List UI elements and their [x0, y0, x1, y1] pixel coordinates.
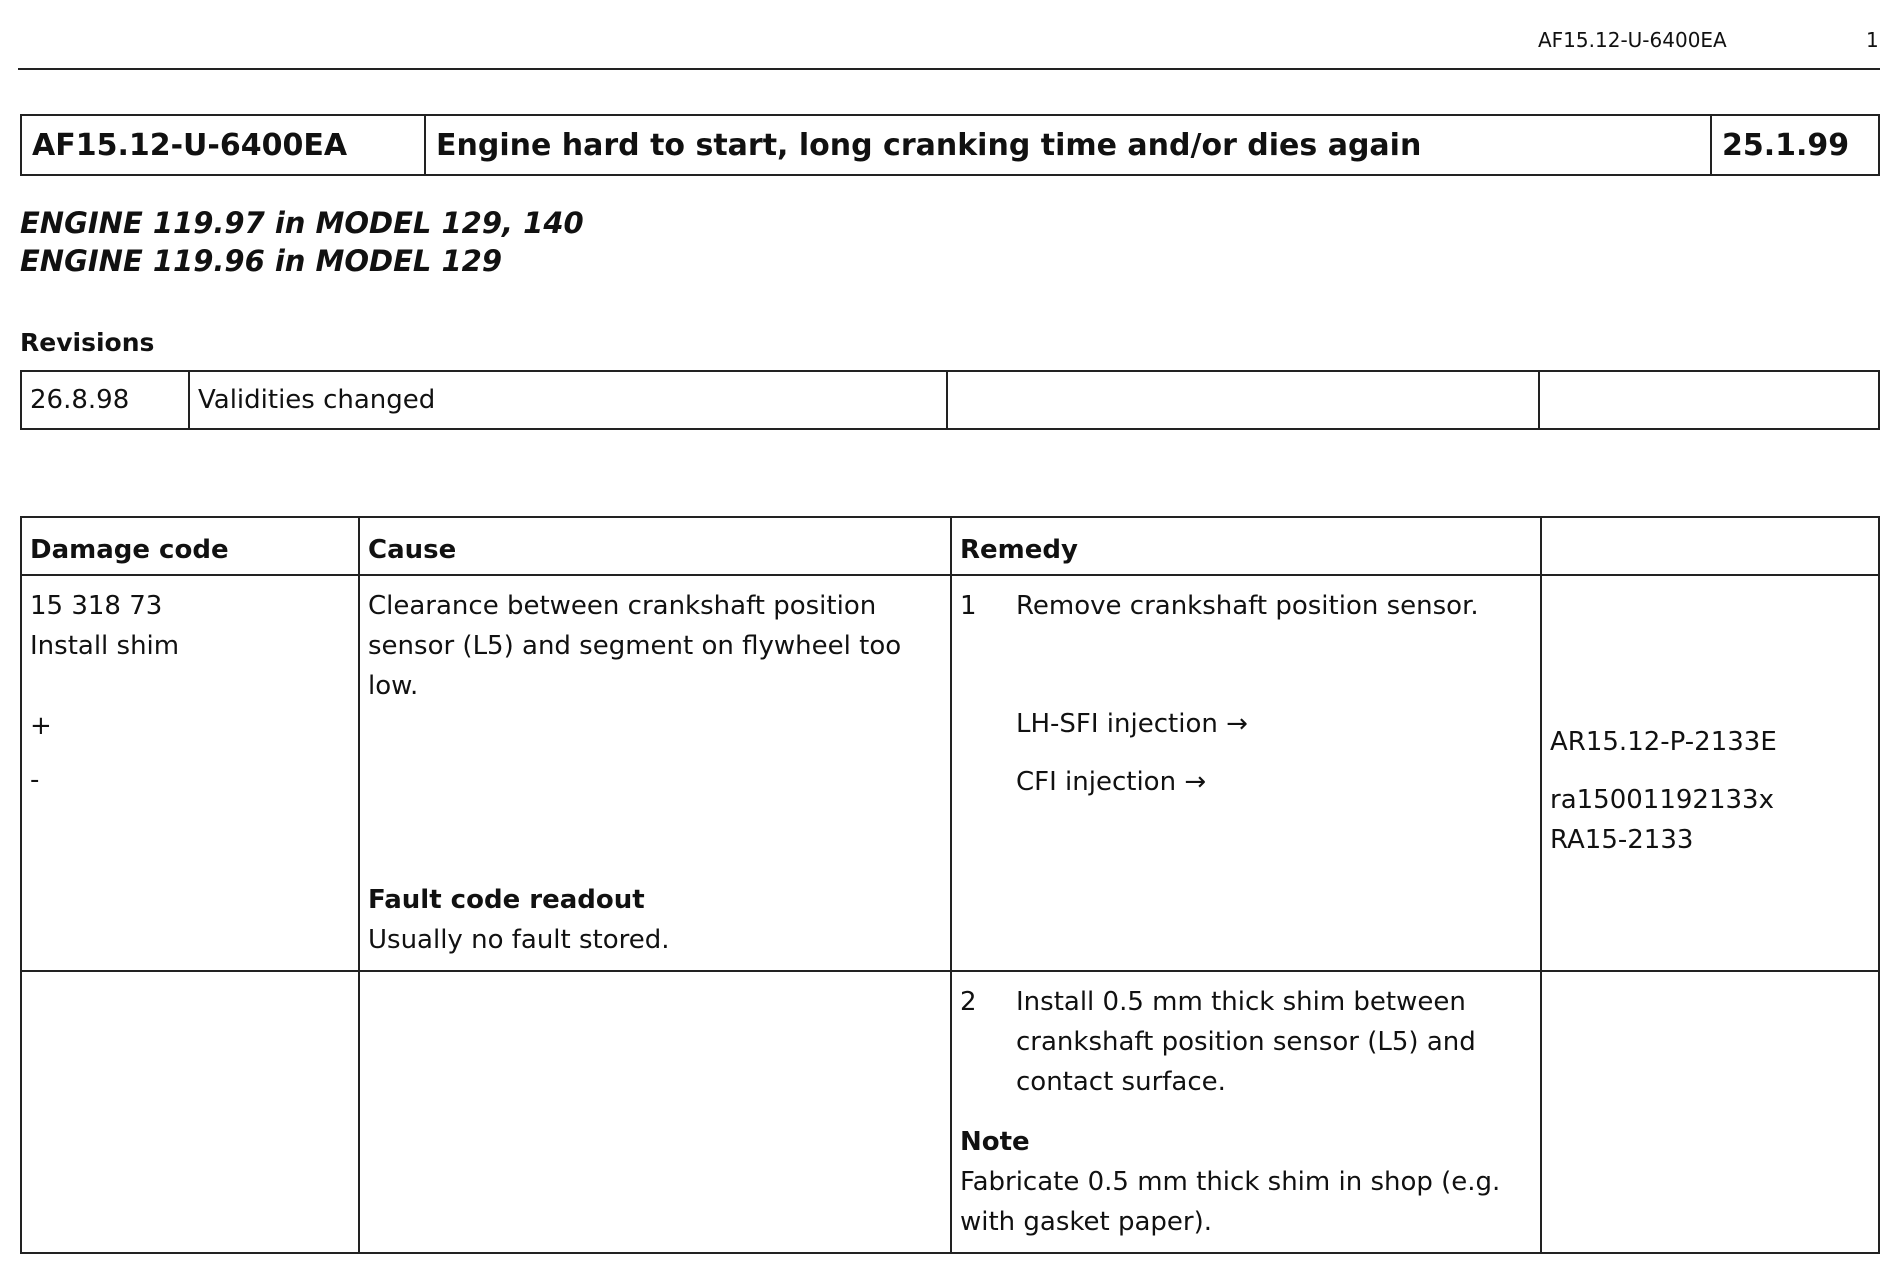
step-number: 1: [960, 591, 977, 621]
fault-readout-text: Usually no fault stored.: [368, 925, 670, 955]
step-number: 2: [960, 987, 977, 1017]
lh-sfi-reference: AR15.12-P-2133E: [1550, 727, 1777, 757]
note-text: Fabricate 0.5 mm thick shim in shop (e.g. with gasket paper).: [960, 1167, 1501, 1237]
damage-text: Install shim: [30, 631, 180, 661]
revision-text: Validities changed: [189, 371, 947, 429]
header-cause: Cause: [359, 517, 951, 575]
header-divider: [18, 68, 1880, 70]
damage-code-cell: [21, 971, 359, 1253]
header-page-number: 1: [1866, 28, 1879, 52]
step-text: Install 0.5 mm thick shim between crankshaft position sensor (L5) and contact surface.: [1016, 987, 1476, 1097]
remedy-step: [960, 586, 1532, 626]
title-date: 25.1.99: [1711, 115, 1879, 175]
revision-empty-cell: [1539, 371, 1879, 429]
header-remedy: Remedy: [951, 517, 1541, 575]
step-text: Remove crankshaft position sensor.: [1016, 591, 1479, 621]
table-row: [21, 971, 1879, 1253]
reference-cell: [1541, 575, 1879, 971]
revisions-table: [20, 370, 1880, 430]
revision-row: [21, 371, 1879, 429]
revision-date: 26.8.98: [21, 371, 189, 429]
model-line-1: ENGINE 119.97 in MODEL 129, 140: [20, 206, 584, 240]
lh-sfi-injection-link: LH-SFI injection →: [1016, 709, 1248, 739]
cause-cell: [359, 971, 951, 1253]
header-doc-code: AF15.12-U-6400EA: [1538, 28, 1727, 52]
model-line-2: ENGINE 119.96 in MODEL 129: [20, 244, 503, 278]
damage-code: 15 318 73: [30, 591, 163, 621]
fault-readout-title: Fault code readout: [368, 885, 645, 915]
title-description: Engine hard to start, long cranking time and/or dies again: [425, 115, 1711, 175]
title-table: [20, 114, 1880, 176]
cfi-injection-link: CFI injection →: [1016, 767, 1207, 797]
table-row: [21, 575, 1879, 971]
remedy-step: [960, 982, 1532, 1102]
remedy-cell: [951, 575, 1541, 971]
cause-cell: [359, 575, 951, 971]
cfi-reference-2: RA15-2133: [1550, 825, 1694, 855]
plus-marker: +: [30, 711, 52, 741]
header-reference: [1541, 517, 1879, 575]
remedy-cell: [951, 971, 1541, 1253]
minus-marker: -: [30, 765, 40, 795]
title-code: AF15.12-U-6400EA: [21, 115, 425, 175]
damage-code-cell: [21, 575, 359, 971]
revision-empty-cell: [947, 371, 1539, 429]
note-title: Note: [960, 1127, 1030, 1157]
cause-text: Clearance between crankshaft position sensor (L5) and segment on flywheel too low.: [368, 591, 902, 701]
cfi-reference-1: ra15001192133x: [1550, 785, 1774, 815]
revisions-heading: Revisions: [20, 328, 155, 357]
table-header-row: [21, 517, 1879, 575]
header-damage-code: Damage code: [21, 517, 359, 575]
diagnosis-table: [20, 516, 1880, 1254]
reference-cell: [1541, 971, 1879, 1253]
